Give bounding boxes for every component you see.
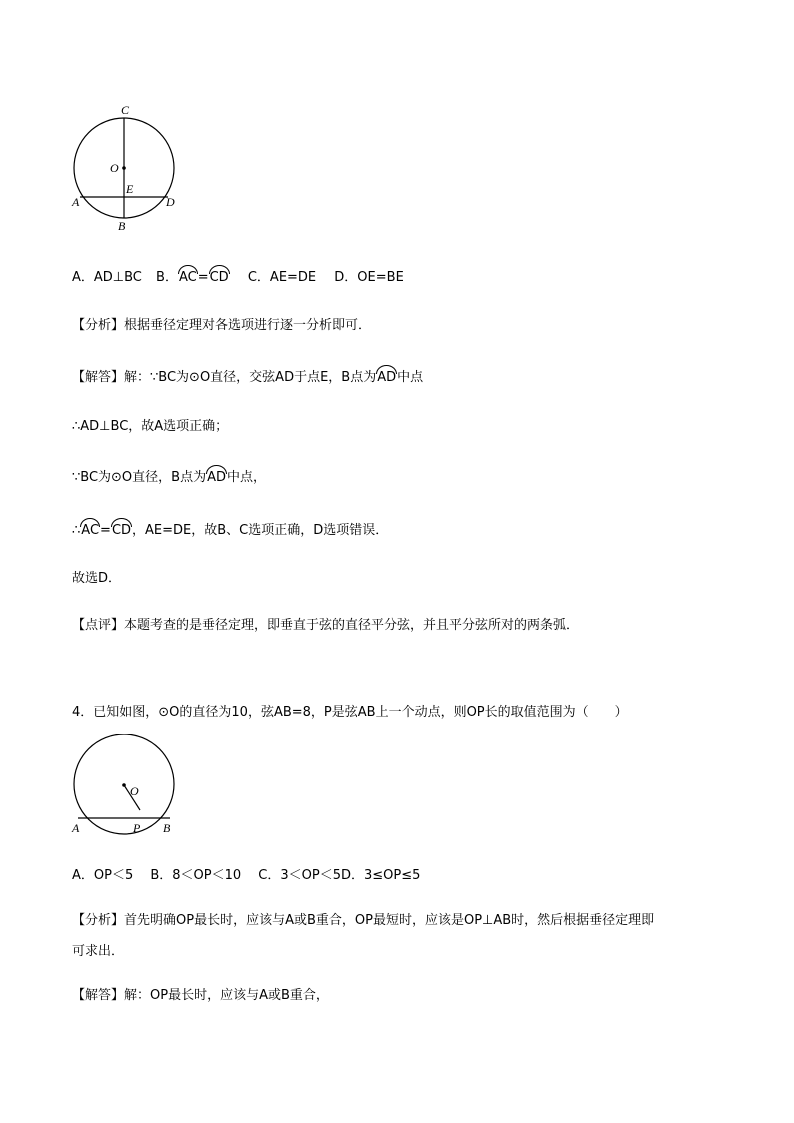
label-b-2: B: [163, 821, 171, 835]
label-o: O: [110, 161, 119, 175]
q4-solution-text: 解：OP最长时，应该与A或B重合，: [124, 988, 329, 1003]
q3-option-a: A．AD⊥BC: [72, 270, 142, 285]
figure-circle-chord-ab: [62, 734, 187, 838]
q4-analysis-text: 首先明确OP最长时，应该与A或B重合，OP最短时，应该是OP⊥AB时，然后根据垂径定理即: [124, 913, 655, 928]
label-a: A: [72, 195, 80, 209]
label-p: P: [133, 821, 141, 835]
comment-tag: 【点评】: [72, 618, 125, 633]
center-point-2: [122, 783, 126, 787]
q3-solution: [72, 368, 423, 387]
label-o-2: O: [130, 784, 139, 798]
q4-solution: [72, 987, 329, 1005]
q4-question: 4．已知如图，⊙O的直径为10，弦AB=8，P是弦AB上一个动点，则OP长的取值范围为（ ）: [72, 705, 628, 720]
q3-option-c: C．AE=DE: [247, 270, 317, 285]
q3-step3: [72, 468, 266, 487]
label-c: C: [121, 103, 130, 117]
analysis-tag: 【分析】: [72, 318, 125, 333]
q3-answer: 故选D．: [72, 571, 122, 586]
q3-option-b-prefix: B．: [156, 270, 178, 285]
step3-end: 中点，: [227, 470, 267, 485]
step4-eq: =: [100, 523, 111, 538]
solution-text: 解：∵BC为⊙O直径，交弦AD于点E，B点为: [124, 370, 377, 385]
step4-prefix: ∴: [72, 523, 81, 538]
q3-option-d: D．OE=BE: [334, 270, 404, 285]
q4-analysis-line1: [72, 912, 654, 930]
label-e: E: [126, 182, 134, 196]
q3-comment: [72, 617, 579, 635]
label-d: D: [166, 195, 175, 209]
arc-ad: AD: [377, 370, 397, 385]
center-point: [122, 166, 126, 170]
analysis-text: 根据垂径定理对各选项进行逐一分析即可．: [124, 318, 372, 333]
label-a-2: A: [72, 821, 80, 835]
q3-option-b-eq: =: [197, 270, 209, 285]
arc-ac-2: AC: [81, 523, 100, 538]
label-b: B: [118, 219, 126, 233]
solution-tag: 【解答】: [72, 370, 125, 385]
q3-options: [72, 268, 404, 287]
arc-ac: AC: [178, 270, 197, 285]
arc-cd: CD: [209, 270, 229, 285]
q4-analysis-line2: 可求出．: [72, 944, 125, 959]
step4-rest: ，AE=DE，故B、C选项正确，D选项错误．: [132, 523, 389, 538]
q3-analysis: [72, 317, 371, 335]
q4-analysis-tag: 【分析】: [72, 913, 125, 928]
arc-cd-2: CD: [111, 523, 132, 538]
q4-options: A．OP＜5 B．8＜OP＜10 C．3＜OP＜5D．3≤OP≤5: [72, 868, 421, 883]
q3-step2: ∴AD⊥BC，故A选项正确；: [72, 419, 229, 434]
step3-text: ∵BC为⊙O直径，B点为: [72, 470, 207, 485]
q4-solution-tag: 【解答】: [72, 988, 125, 1003]
comment-text: 本题考查的是垂径定理，即垂直于弦的直径平分弦，并且平分弦所对的两条弧．: [124, 618, 580, 633]
solution-text-end: 中点: [397, 370, 424, 385]
arc-ad-2: AD: [207, 470, 226, 485]
q3-step4: [72, 521, 388, 540]
figure-circle-diameter-chord: [60, 100, 190, 235]
